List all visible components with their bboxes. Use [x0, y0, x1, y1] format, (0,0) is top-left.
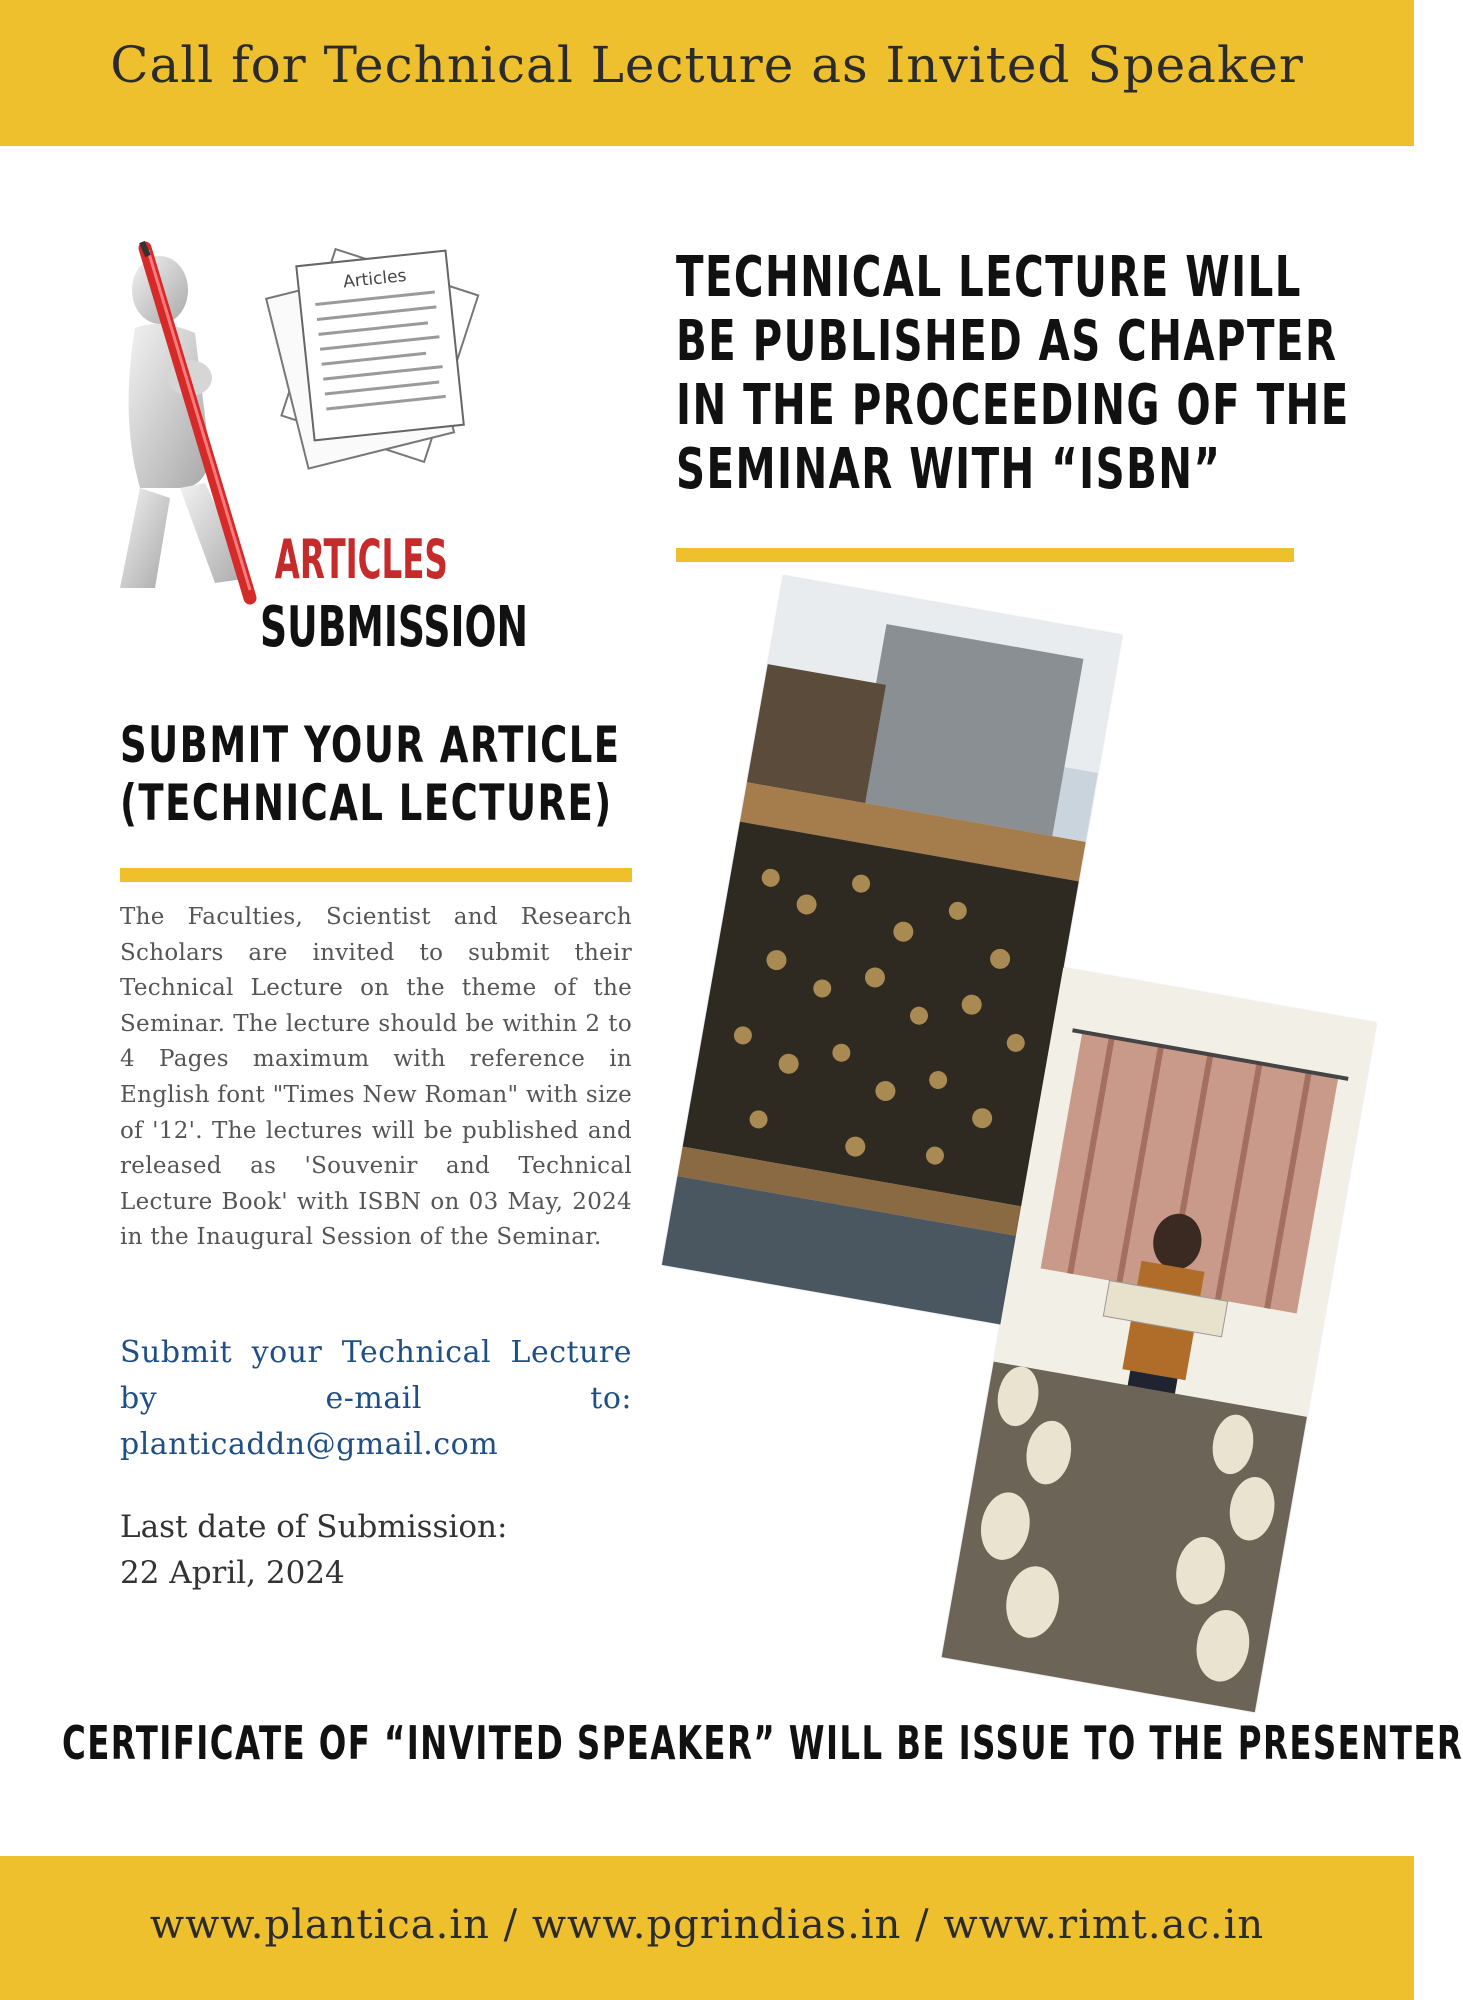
submit-article-heading — [120, 716, 621, 832]
articles-submission-graphic — [100, 238, 580, 658]
headline-line: SEMINAR WITH “ISBN” — [676, 437, 1222, 502]
submission-guidelines: The Faculties, Scientist and Research Scholars are invited to submit their Technical Lecture on the theme of the Seminar. The lecture should be within 2 to 4 Pages maximum with reference in English font "Times New Roman" with size of '12'. The lectures will be published and released as 'Souvenir and Technical Lecture Book' with ISBN on 03 May, 2024 in the Inaugural Session of the Seminar. — [120, 904, 632, 1251]
last-date-block — [120, 1504, 507, 1596]
headline-divider — [676, 548, 1294, 562]
page-title: Call for Technical Lecture as Invited Speaker — [110, 36, 1304, 94]
submit-heading-line: (TECHNICAL LECTURE) — [120, 774, 613, 832]
articles-word: ARTICLES — [274, 529, 448, 592]
footer-website-links[interactable]: www.plantica.in / www.pgrindias.in / www.rimt.ac.in — [149, 1902, 1265, 1948]
figure-with-pen-icon — [120, 242, 250, 598]
certificate-notice: CERTIFICATE OF “INVITED SPEAKER” WILL BE ISSUE TO THE PRESENTER — [62, 1716, 1463, 1770]
last-date-label: Last date of Submission: — [120, 1509, 508, 1545]
submission-word: SUBMISSION — [260, 595, 528, 660]
papers-stack-icon — [266, 249, 478, 468]
headline-line: TECHNICAL LECTURE WILL — [676, 245, 1302, 310]
submit-divider — [120, 868, 632, 882]
isbn-headline — [676, 245, 1350, 502]
paper-label: Articles — [342, 265, 408, 293]
submit-instruction: Submit your Technical Lecture by e-mail to: — [120, 1335, 632, 1416]
articles-submission-illustration — [100, 238, 580, 658]
headline-line: IN THE PROCEEDING OF THE — [676, 373, 1350, 438]
submit-heading-line: SUBMIT YOUR ARTICLE — [120, 716, 621, 774]
last-date-value: 22 April, 2024 — [120, 1555, 345, 1591]
submission-email-link[interactable]: planticaddn@gmail.com — [120, 1427, 499, 1462]
headline-line: BE PUBLISHED AS CHAPTER — [676, 309, 1338, 374]
